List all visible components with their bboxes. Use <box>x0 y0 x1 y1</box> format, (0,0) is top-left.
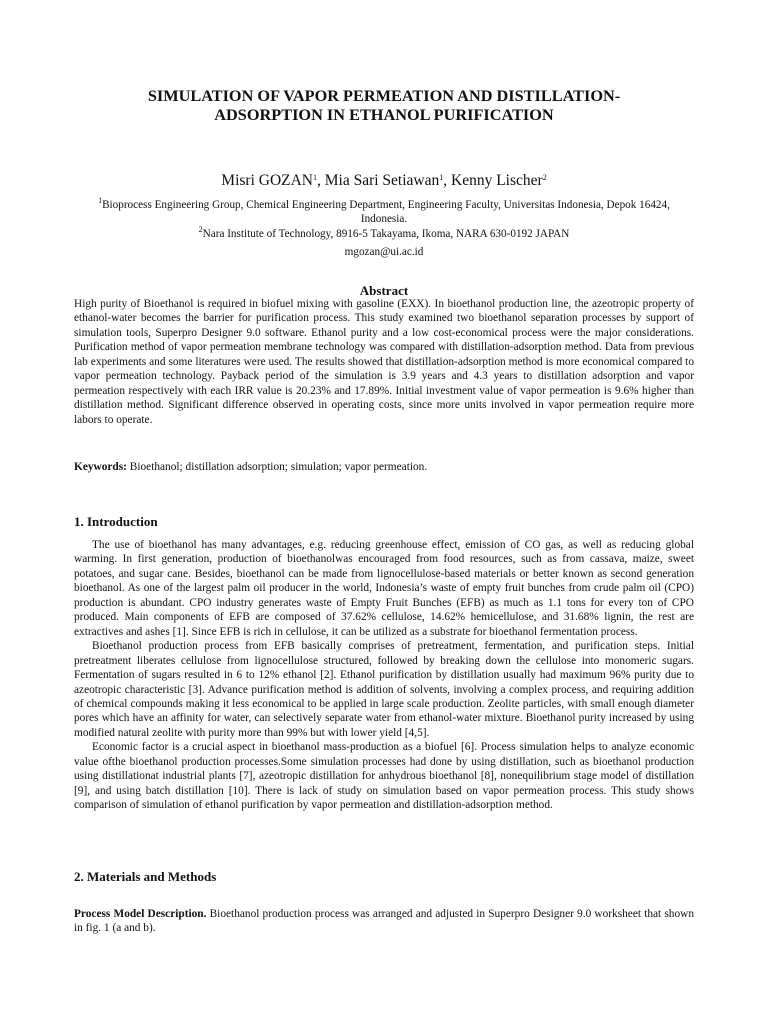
title-line-1: SIMULATION OF VAPOR PERMEATION AND DISTILLATION- <box>147 86 621 105</box>
affiliation-mark: 2 <box>198 225 203 234</box>
paragraph: The use of bioethanol has many advantages, e.g. reducing greenhouse effect, emission of CO gas, as well as reducing global warming. In first generation, production of bioethanolwas encouraged from food resources, such as from cassava, maize, sweet potatoes, and sugar cane. Besides, bioethanol can be made from lignocellulose-based materials or better known as second generation bioethanol. As one of the largest palm oil producer in the world, Indonesia’s waste of empty fruit bunches from crude palm oil (CPO) production is abundant. CPO industry generates waste of Empty Fruit Bunches (EFB) as much as 1.1 tons for every ton of CPO produced. Main components of EFB are composed of 37.62% cellulose, 14.62% hemicellulose, and 31.68% lignin, the rest are extractives and ashes [1]. Since EFB is rich in cellulose, it can be utilized as a substrate for bioethanol fermentation process. <box>74 539 694 638</box>
contact-email: mgozan@ui.ac.id <box>344 246 424 258</box>
keywords-text: Bioethanol; distillation adsorption; simulation; vapor permeation. <box>126 461 428 473</box>
methods-paragraph <box>74 907 694 936</box>
author-list <box>74 168 694 191</box>
title-line-2: ADSORPTION IN ETHANOL PURIFICATION <box>214 105 554 124</box>
author-name: Kenny Lischer <box>451 172 543 189</box>
introduction-body <box>74 538 694 813</box>
abstract-text: High purity of Bioethanol is required in biofuel mixing with gasoline (EXX). In bioethanol production line, the azeotropic property of ethanol-water becomes the barrier for purification process. This study examined two bioethanol separation processes by support of simulation tools, Superpro Designer 9.0 software. Ethanol purity and a low cost-economical process were the major considerations. Purification method of vapor permeation membrane technology was compared with distillation-adsorption method. Data from previous lab experiments and some literatures were used. The results showed that distillation-adsorption method is more economical compared to vapor permeation technology. Payback period of the simulation is 3.9 years and 4.3 years to distillation adsorption and vapor permeation respectively with each IRR value is 20.23% and 17.89%. Initial investment value of vapor permeation is 9.6% higher than distillation method. Significant difference observed in operating costs, since more units involved in vapor permeation require more labors to operate. <box>74 298 694 426</box>
paragraph-text: Bioethanol production process was arranged and adjusted in Superpro Designer 9.0 worksheet that shown in fig. 1 (a and b). <box>74 908 694 935</box>
affiliation-1 <box>74 194 694 227</box>
section-heading-methods: 2. Materials and Methods <box>74 869 217 884</box>
affiliation-2 <box>74 223 694 241</box>
author-name: Mia Sari Setiawan <box>324 172 440 189</box>
affiliation-text: Bioprocess Engineering Group, Chemical Engineering Department, Engineering Faculty, Universitas Indonesia, Depok 16424, Indonesia. <box>102 199 670 226</box>
author-affiliation-mark: 1 <box>439 173 444 182</box>
paragraph-lead: Process Model Description. <box>74 908 207 920</box>
affiliation-text: Nara Institute of Technology, 8916-5 Takayama, Ikoma, NARA 630-0192 JAPAN <box>202 228 570 240</box>
author-affiliation-mark: 2 <box>542 173 547 182</box>
paper-title <box>74 86 694 124</box>
keywords-label: Keywords: <box>74 461 127 473</box>
author-affiliation-mark: 1 <box>313 173 317 182</box>
keywords <box>74 460 694 474</box>
author-name: Misri GOZAN <box>221 172 313 189</box>
author-separator: , <box>317 172 325 189</box>
abstract-heading: Abstract <box>359 283 409 298</box>
author-separator: , <box>443 172 452 189</box>
paragraph: Bioethanol production process from EFB basically comprises of pretreatment, fermentation, and purification steps. Initial pretreatment liberates cellulose from lignocellulose structured, followed by breaking down the cellulose into monomeric sugars. Fermentation of sugars resulted in 6 to 12% ethanol [2]. Ethanol purification by distillation usually had maximum 96% purity due to azeotropic characteristic [3]. Advance purification method is addition of solvents, involving a complex process, and requiring addition of chemical compounds making it less economical to be applied in large scale production. Zeolite particles, with small enough diameter pores which have an affinity for water, can selectively separate water from ethanol-water mixture. Bioethanol purity increased by using modified natural zeolite with purity more than 99% but with lower yield [4,5]. <box>74 640 694 739</box>
paragraph: Economic factor is a crucial aspect in bioethanol mass-production as a biofuel [6]. Process simulation helps to analyze economic value ofthe bioethanol production processes.Some simulation processes had done by using distillation, such as bioethanol production using distillationat industrial plants [7], azeotropic distillation for anhydrous bioethanol [8], nonequilibrium stage model of distillation [9], and using batch distillation [10]. There is lack of study on simulation based on vapor permeation process. This study shows comparison of simulation of ethanol purification by vapor permeation and distillation-adsorption method. <box>74 741 694 812</box>
section-heading-introduction: 1. Introduction <box>74 514 158 529</box>
affiliation-mark: 1 <box>98 196 103 205</box>
